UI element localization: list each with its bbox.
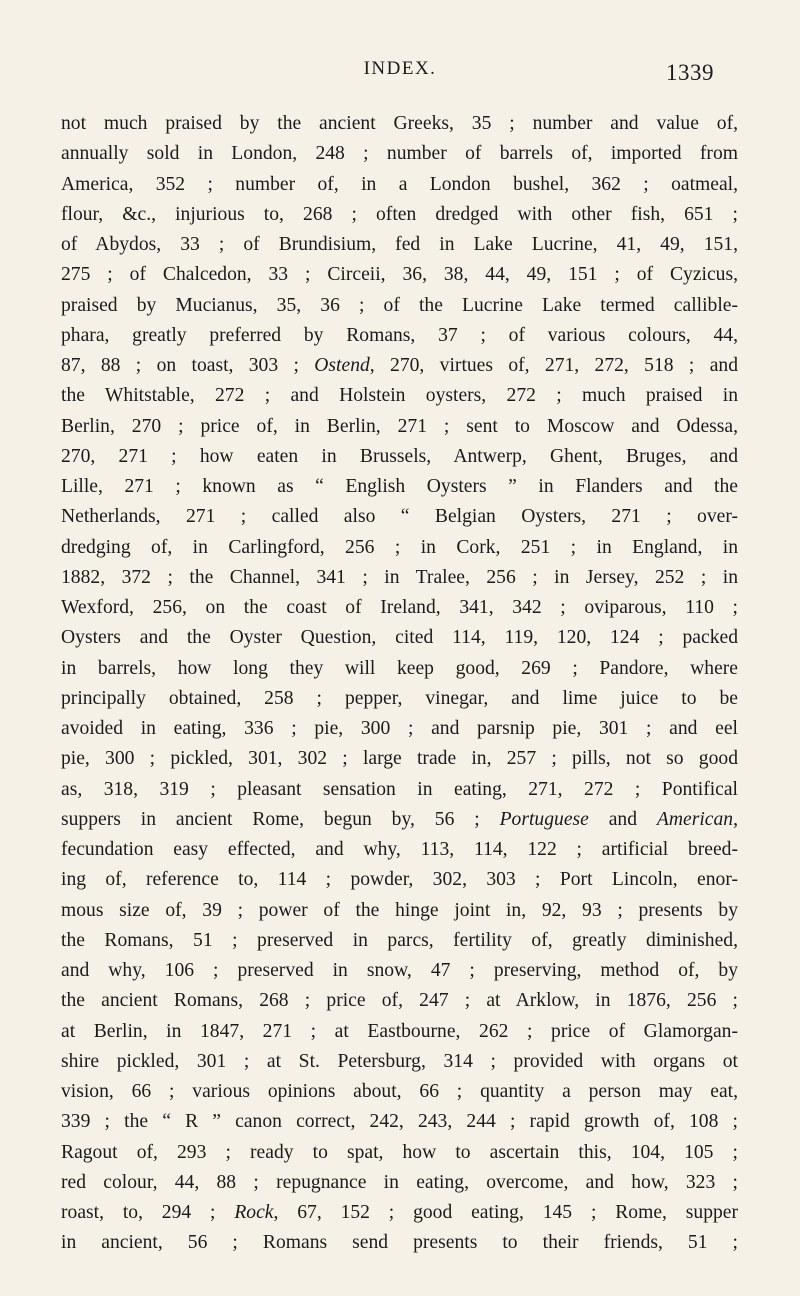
text-line: shire pickled, 301 ; at St. Petersburg, 314 ; provided with organs ot [61,1050,738,1072]
text-line: 339 ; the “ R ” canon correct, 242, 243, 244 ; rapid growth of, 108 ; [61,1111,738,1133]
text-line: Lille, 271 ; known as “ English Oysters ” in Flanders and the [61,476,738,497]
text-segment: , [733,808,738,830]
text-line: annually sold in London, 248 ; number of barrels of, imported from [61,143,738,165]
italic-term: Ostend [314,355,370,376]
text-line: pie, 300 ; pickled, 301, 302 ; large trade in, 257 ; pills, not so good [61,748,738,770]
index-body-text [61,109,738,1259]
text-line: Ragout of, 293 ; ready to spat, how to ascertain this, 104, 105 ; [61,1141,738,1163]
text-line: the ancient Romans, 268 ; price of, 247 ; at Arklow, in 1876, 256 ; [61,990,738,1012]
text-line: not much praised by the ancient Greeks, 35 ; number and value of, [61,113,738,134]
text-line: dredging of, in Carlingford, 256 ; in Cork, 251 ; in England, in [61,536,738,558]
text-line: the Whitstable, 272 ; and Holstein oysters, 272 ; much praised in [61,385,738,407]
text-line: and why, 106 ; preserved in snow, 47 ; preserving, method of, by [61,960,738,981]
text-line: Berlin, 270 ; price of, in Berlin, 271 ; sent to Moscow and Odessa, [61,415,738,437]
text-line: flour, &c., injurious to, 268 ; often dredged with other fish, 651 ; [61,203,738,225]
text-segment: suppers in ancient Rome, begun by, 56 ; [61,808,500,830]
text-line: mous size of, 39 ; power of the hinge joint in, 92, 93 ; presents by [61,899,738,921]
text-line: 270, 271 ; how eaten in Brussels, Antwerp, Ghent, Bruges, and [61,445,738,467]
text-line [61,1198,738,1228]
text-line: as, 318, 319 ; pleasant sensation in eating, 271, 272 ; Pontifical [61,778,738,800]
text-segment: roast, to, 294 ; [61,1202,235,1223]
italic-term: Portuguese [499,808,589,830]
text-line: in barrels, how long they will keep good, 269 ; Pandore, where [61,657,738,679]
text-segment: , 270, virtues of, 271, 272, 518 ; and [369,355,738,376]
text-line: principally obtained, 258 ; pepper, vinegar, and lime juice to be [61,687,738,709]
text-line [61,351,738,381]
text-line: at Berlin, in 1847, 271 ; at Eastbourne, 262 ; price of Glamorgan- [61,1020,738,1042]
text-segment: 87, 88 ; on toast, 303 ; [61,355,315,376]
running-head-title: INDEX. [363,58,437,79]
text-line: phara, greatly preferred by Romans, 37 ; of various colours, 44, [61,324,738,346]
text-line: America, 352 ; number of, in a London bushel, 362 ; oatmeal, [61,173,738,195]
text-line: fecundation easy effected, and why, 113, 114, 122 ; artificial breed- [61,839,738,860]
italic-term: Rock [234,1202,274,1223]
text-line [61,805,738,835]
text-line: of Abydos, 33 ; of Brundisium, fed in Lake Lucrine, 41, 49, 151, [61,234,738,255]
italic-term: American [656,808,734,830]
page-number: 1339 [666,60,714,85]
text-line: 1882, 372 ; the Channel, 341 ; in Tralee, 256 ; in Jersey, 252 ; in [61,566,738,588]
page-header [0,58,800,94]
text-line: Oysters and the Oyster Question, cited 114, 119, 120, 124 ; packed [61,627,738,649]
text-line: Wexford, 256, on the coast of Ireland, 341, 342 ; oviparous, 110 ; [61,597,738,618]
text-line: vision, 66 ; various opinions about, 66 ; quantity a person may eat, [61,1081,738,1102]
text-line: Netherlands, 271 ; called also “ Belgian Oysters, 271 ; over- [61,506,738,528]
text-line: praised by Mucianus, 35, 36 ; of the Lucrine Lake termed callible- [61,294,738,316]
text-segment: and [588,808,657,830]
text-segment: , 67, 152 ; good eating, 145 ; Rome, supper [273,1202,739,1223]
text-line: ing of, reference to, 114 ; powder, 302, 303 ; Port Lincoln, enor- [61,869,738,891]
text-line: avoided in eating, 336 ; pie, 300 ; and parsnip pie, 301 ; and eel [61,718,738,739]
text-line: 275 ; of Chalcedon, 33 ; Circeii, 36, 38, 44, 49, 151 ; of Cyzicus, [61,264,738,286]
text-line: the Romans, 51 ; preserved in parcs, fertility of, greatly diminished, [61,929,738,951]
text-line: in ancient, 56 ; Romans send presents to their friends, 51 ; [61,1232,738,1254]
text-line: red colour, 44, 88 ; repugnance in eating, overcome, and how, 323 ; [61,1171,738,1193]
